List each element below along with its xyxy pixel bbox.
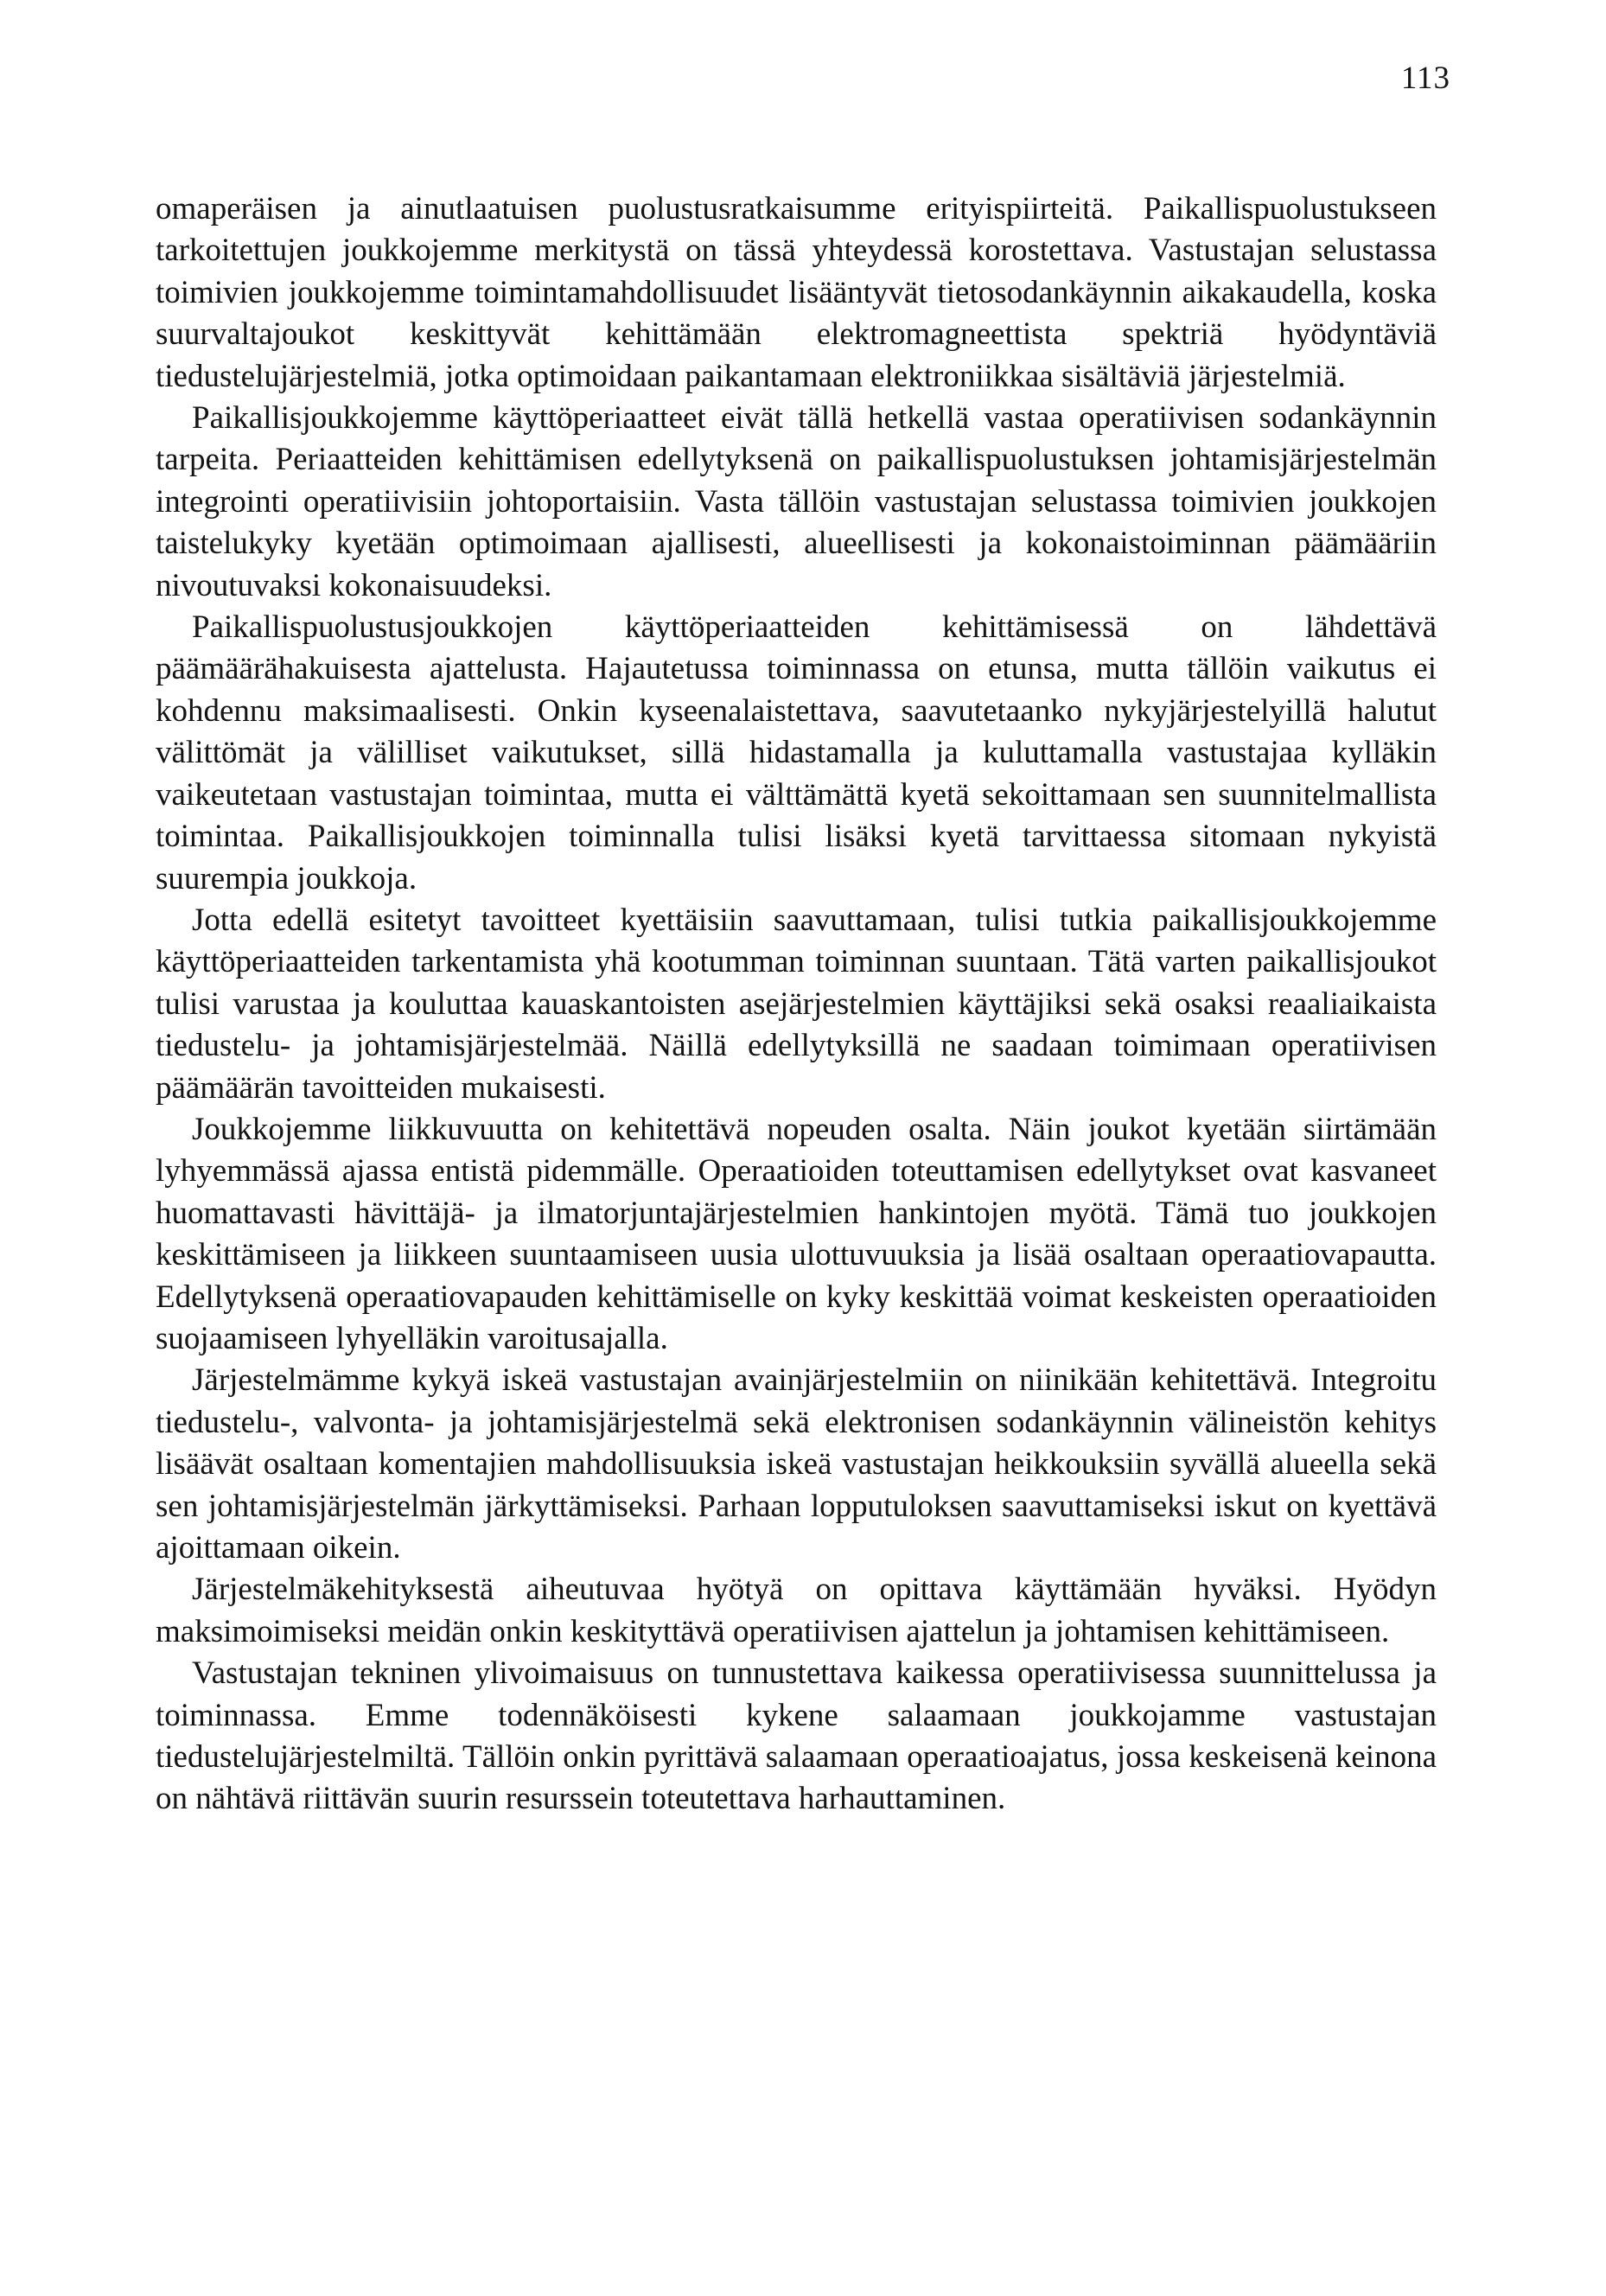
paragraph-5: Joukkojemme liikkuvuutta on kehitettävä nopeuden osalta. Näin joukot kyetään siirtämään lyhyemmässä ajassa entistä pidemmälle. Operaatioiden toteuttamisen edellytykset ovat kasvaneet huomattavasti hävittäjä- ja ilmatorjuntajärjestelmien hankintojen myötä. Tämä tuo joukkojen keskittämiseen ja liikkeen suuntaamiseen uusia ulottuvuuksia ja lisää osaltaan operaatiovapautta. Edellytyksenä operaatiovapauden kehittämiselle on kyky keskittää voimat keskeisten operaatioiden suojaamiseen lyhyelläkin varoitusajalla. <box>156 1111 1437 1356</box>
paragraph-8: Vastustajan tekninen ylivoimaisuus on tunnustettava kaikessa operatiivisessa suunnittelussa ja toiminnassa. Emme todennäköisesti kykene salaamaan joukkojamme vastustajan tiedustelujärjestelmiltä. Tällöin onkin pyrittävä salaamaan operaatioajatus, jossa keskeisenä keinona on nähtävä riittävän suurin resurssein toteutettava harhauttaminen. <box>156 1655 1437 1817</box>
paragraph-4: Jotta edellä esitetyt tavoitteet kyettäisiin saavuttamaan, tulisi tutkia paikallisjoukkojemme käyttöperiaatteiden tarkentamista yhä kootumman toiminnan suuntaan. Tätä varten paikallisjoukot tulisi varustaa ja kouluttaa kauaskantoisten asejärjestelmien käyttäjiksi sekä osaksi reaaliaikaista tiedustelu- ja johtamisjärjestelmää. Näillä edellytyksillä ne saadaan toimimaan operatiivisen päämäärän tavoitteiden mukaisesti. <box>156 902 1437 1106</box>
body-text <box>156 188 1437 1821</box>
paragraph-7: Järjestelmäkehityksestä aiheutuvaa hyötyä on opittava käyttämään hyväksi. Hyödyn maksimoimiseksi meidän onkin keskityttävä operatiivisen ajattelun ja johtamisen kehittämiseen. <box>156 1572 1437 1649</box>
paragraph-1: omaperäisen ja ainutlaatuisen puolustusratkaisumme erityispiirteitä. Paikallispuolustukseen tarkoitettujen joukkojemme merkitystä on tässä yhteydessä korostettava. Vastustajan selustassa toimivien joukkojemme toimintamahdollisuudet lisääntyvät tietosodankäynnin aikakaudella, koska suurvaltajoukot keskittyvät kehittämään elektromagneettista spektriä hyödyntäviä tiedustelujärjestelmiä, jotka optimoidaan paikantamaan elektroniikkaa sisältäviä järjestelmiä. <box>156 191 1437 394</box>
paragraph-6: Järjestelmämme kykyä iskeä vastustajan avainjärjestelmiin on niinikään kehitettävä. Integroitu tiedustelu-, valvonta- ja johtamisjärjestelmä sekä elektronisen sodankäynnin välineistön kehitys lisäävät osaltaan komentajien mahdollisuuksia iskeä vastustajan heikkouksiin syvällä alueella sekä sen johtamisjärjestelmän järkyttämiseksi. Parhaan lopputuloksen saavuttamiseksi iskut on kyettävä ajoittamaan oikein. <box>156 1362 1437 1566</box>
page-number: 113 <box>1400 61 1450 96</box>
paragraph-3: Paikallispuolustusjoukkojen käyttöperiaatteiden kehittämisessä on lähdettävä päämäärähakuisesta ajattelusta. Hajautetussa toiminnassa on etunsa, mutta tällöin vaikutus ei kohdennu maksimaalisesti. Onkin kyseenalaistettava, saavutetaanko nykyjärjestelyillä halutut välittömät ja välilliset vaikutukset, sillä hidastamalla ja kuluttamalla vastustajaa kylläkin vaikeutetaan vastustajan toimintaa, mutta ei välttämättä kyetä sekoittamaan sen suunnitelmallista toimintaa. Paikallisjoukkojen toiminnalla tulisi lisäksi kyetä tarvittaessa sitomaan nykyistä suurempia joukkoja. <box>156 609 1437 896</box>
paragraph-2: Paikallisjoukkojemme käyttöperiaatteet eivät tällä hetkellä vastaa operatiivisen sodankäynnin tarpeita. Periaatteiden kehittämisen edellytyksenä on paikallispuolustuksen johtamisjärjestelmän integrointi operatiivisiin johtoportaisiin. Vasta tällöin vastustajan selustassa toimivien joukkojen taistelukyky kyetään optimoimaan ajallisesti, alueellisesti ja kokonaistoiminnan päämääriin nivoutuvaksi kokonaisuudeksi. <box>156 400 1437 603</box>
